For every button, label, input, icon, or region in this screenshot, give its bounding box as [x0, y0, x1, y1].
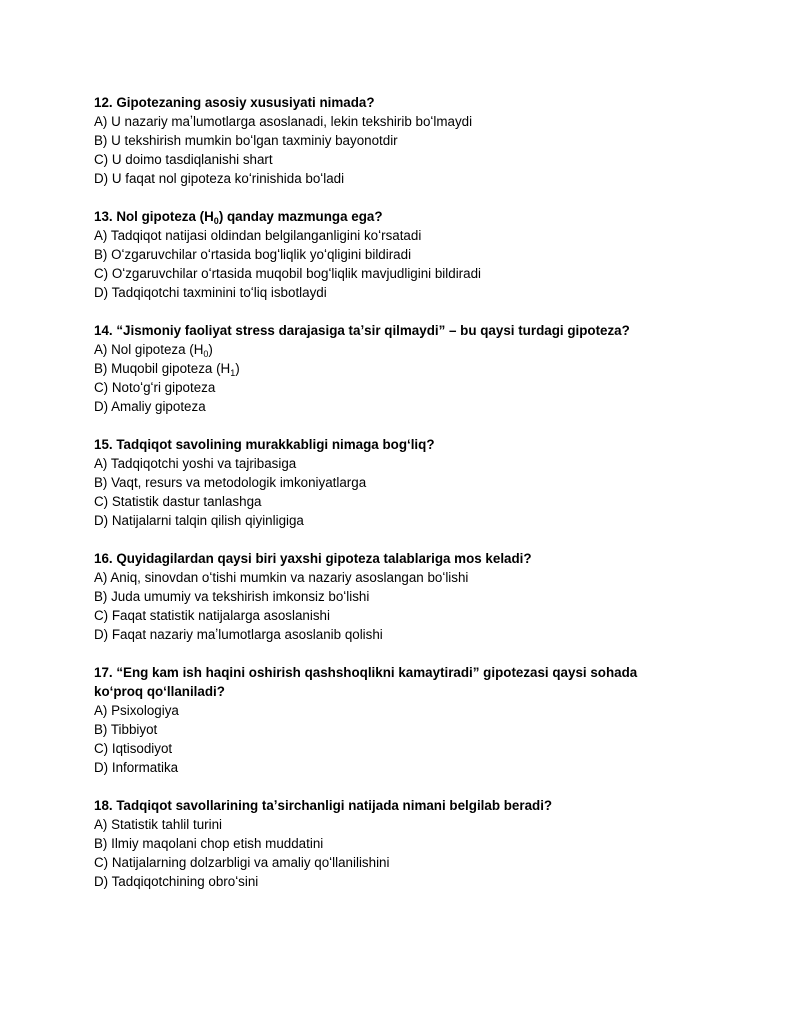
option-text-pre: A) Nol gipoteza (H — [94, 342, 204, 357]
option-b: B) Ilmiy maqolani chop etish muddatini — [94, 836, 324, 851]
option-b: B) Vaqt, resurs va metodologik imkoniyatlarga — [94, 475, 367, 490]
question-12 — [94, 93, 714, 188]
option-text-post: ) — [235, 361, 240, 376]
option-b: B) U tekshirish mumkin boʻlgan taxminiy bayonotdir — [94, 133, 398, 148]
option-a: A) Aniq, sinovdan oʻtishi mumkin va nazariy asoslangan boʻlishi — [94, 570, 469, 585]
document-page — [94, 93, 714, 910]
option-a: A) Tadqiqotchi yoshi va tajribasiga — [94, 456, 297, 471]
question-title-pre: 13. Nol gipoteza (H — [94, 209, 214, 224]
option-c: C) Statistik dastur tanlashga — [94, 494, 262, 509]
question-title — [94, 207, 714, 226]
question-18 — [94, 796, 714, 891]
option-a: A) Tadqiqot natijasi oldindan belgilanganligini koʻrsatadi — [94, 228, 422, 243]
option-c: C) Iqtisodiyot — [94, 741, 173, 756]
option-d: D) Natijalarni talqin qilish qiyinligiga — [94, 513, 304, 528]
question-17 — [94, 663, 714, 777]
option-a: A) Statistik tahlil turini — [94, 817, 222, 832]
option-a — [94, 340, 714, 359]
option-d: D) Tadqiqotchi taxminini toʻliq isbotlaydi — [94, 285, 327, 300]
option-b: B) Tibbiyot — [94, 722, 158, 737]
option-d: D) Tadqiqotchining obroʻsini — [94, 874, 259, 889]
option-d: D) Informatika — [94, 760, 179, 775]
option-d: D) Faqat nazariy maʼlumotlarga asoslanib qolishi — [94, 627, 383, 642]
option-c: C) Notoʻgʻri gipoteza — [94, 380, 216, 395]
option-b — [94, 359, 714, 378]
question-title: 15. Tadqiqot savolining murakkabligi nimaga bogʻliq? — [94, 437, 435, 452]
question-title: 14. “Jismoniy faoliyat stress darajasiga taʼsir qilmaydi” – bu qaysi turdagi gipoteza? — [94, 323, 630, 338]
option-d: D) Amaliy gipoteza — [94, 399, 206, 414]
question-title-line-2: koʻproq qoʻllaniladi? — [94, 684, 225, 699]
option-c: C) U doimo tasdiqlanishi shart — [94, 152, 273, 167]
option-b: B) Juda umumiy va tekshirish imkonsiz boʻlishi — [94, 589, 370, 604]
question-title: 16. Quyidagilardan qaysi biri yaxshi gipoteza talablariga mos keladi? — [94, 551, 532, 566]
option-a: A) Psixologiya — [94, 703, 179, 718]
question-13 — [94, 207, 714, 302]
question-title-post: ) qanday mazmunga ega? — [218, 209, 383, 224]
option-text-pre: B) Muqobil gipoteza (H — [94, 361, 231, 376]
question-title-line-1: 17. “Eng kam ish haqini oshirish qashshoqlikni kamaytiradi” gipotezasi qaysi sohada — [94, 665, 638, 680]
option-text-post: ) — [208, 342, 213, 357]
option-subscript: 0 — [203, 349, 209, 359]
option-d: D) U faqat nol gipoteza koʻrinishida boʻladi — [94, 171, 345, 186]
question-16 — [94, 549, 714, 644]
option-c: C) Natijalarning dolzarbligi va amaliy qoʻllanilishini — [94, 855, 390, 870]
question-14 — [94, 321, 714, 416]
option-c: C) Faqat statistik natijalarga asoslanishi — [94, 608, 330, 623]
option-subscript: 1 — [230, 368, 236, 378]
option-a: A) U nazariy maʼlumotlarga asoslanadi, lekin tekshirib boʻlmaydi — [94, 114, 473, 129]
option-b: B) Oʻzgaruvchilar oʻrtasida bogʻliqlik yoʻqligini bildiradi — [94, 247, 412, 262]
question-title: 12. Gipotezaning asosiy xususiyati nimada? — [94, 95, 375, 110]
question-15 — [94, 435, 714, 530]
question-title-subscript: 0 — [213, 216, 219, 226]
question-title: 18. Tadqiqot savollarining taʼsirchanligi natijada nimani belgilab beradi? — [94, 798, 553, 813]
option-c: C) Oʻzgaruvchilar oʻrtasida muqobil bogʻliqlik mavjudligini bildiradi — [94, 266, 482, 281]
